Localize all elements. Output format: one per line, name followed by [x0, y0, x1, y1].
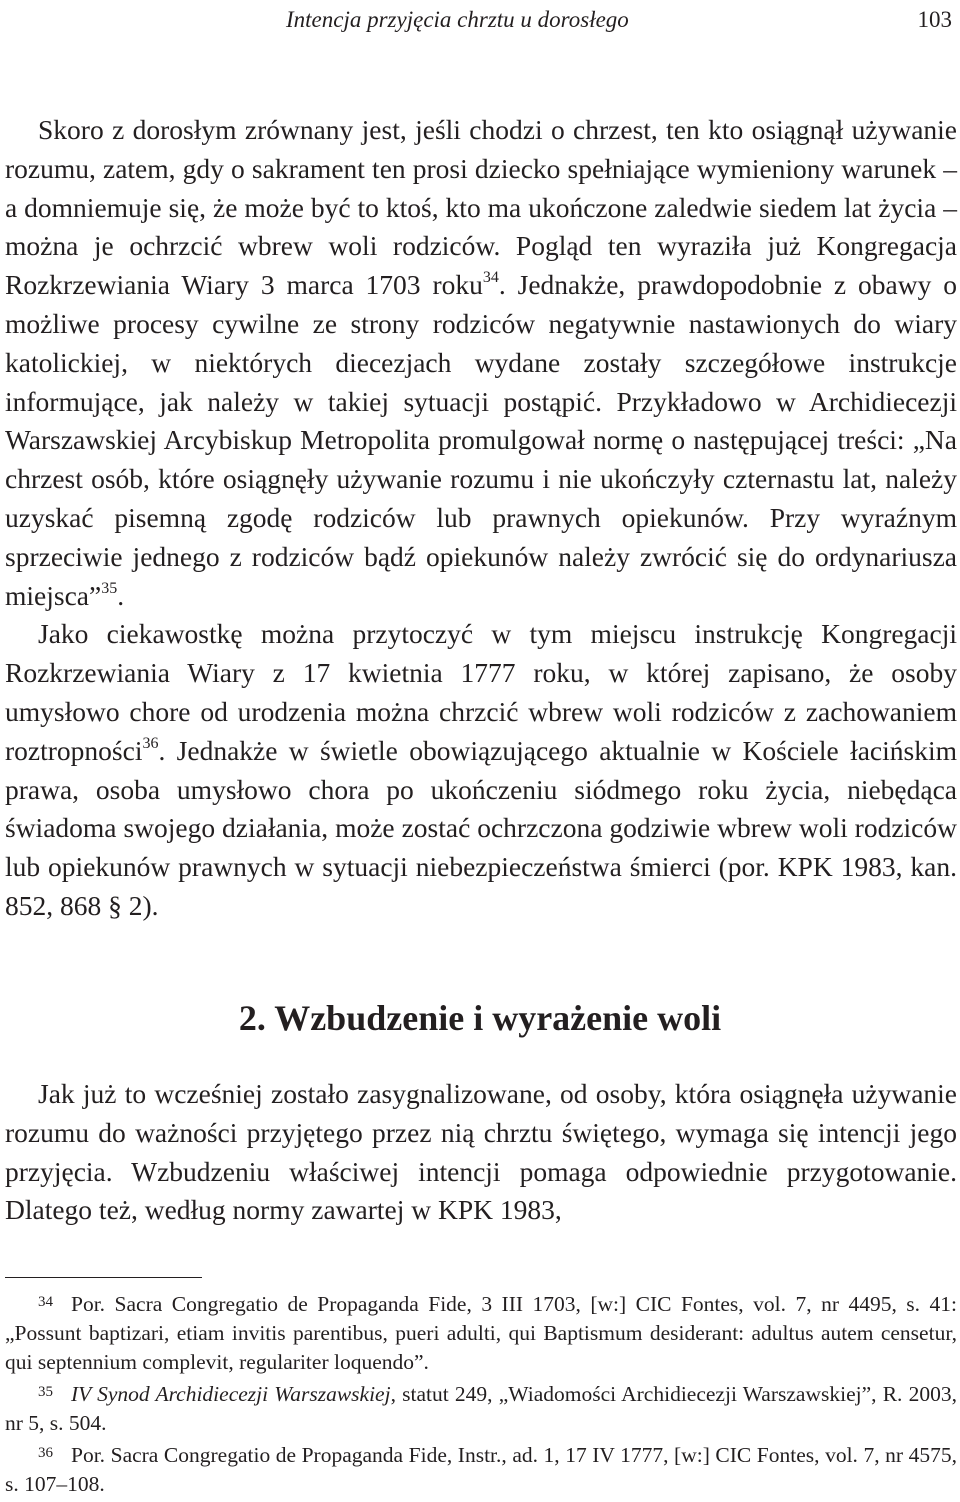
- footnote-text: Por. Sacra Congregatio de Propaganda Fide, Instr., ad. 1, 17 IV 1777, [w:] CIC Fontes, vol. 7, nr 4575, s. 107–108.: [5, 1443, 957, 1496]
- running-header: [0, 2, 960, 38]
- paragraph-text: . Jednakże, prawdopodobnie z obawy o możliwe procesy cywilne ze strony rodziców negatywnie nastawionych do wiary katolickiej, w niektórych diecezjach wydane zostały szczegółowe instrukcje informujące, jak należy w takiej sytuacji postąpić. Przykładowo w Archidiecezji Warszawskiej Arcybiskup Metropolita promulgował normę o następującej treści: „Na chrzest osób, które osiągnęły używanie rozumu i nie ukończyły czternastu lat, należy uzyskać pisemną zgodę rodziców lub prawnych opiekunów. Przy wyraźnym sprzeciwie jednego z rodziców bądź opiekunów należy zwrócić się do ordynariusza miejsca”: [5, 269, 957, 611]
- section-heading: 2. Wzbudzenie i wyrażenie woli: [238, 998, 722, 1038]
- section-1-text: [5, 111, 957, 926]
- page-number: 103: [917, 7, 952, 32]
- footnote-34: 34 Por. Sacra Congregatio de Propaganda Fide, 3 III 1703, [w:] CIC Fontes, vol. 7, nr 4495, s. 41: „Possunt baptizari, etiam invitis parentibus, pueri adulti, qui Baptismum desiderant: adultus autem censetur, qui septennium complevit, regulariter loquendo”.: [5, 1292, 957, 1374]
- paragraph-text: .: [117, 579, 125, 611]
- footnote-title: IV Synod Archidiecezji Warszawskiej: [71, 1382, 391, 1406]
- footnote-35: 35 IV Synod Archidiecezji Warszawskiej, statut 249, „Wiadomości Archidiecezji Warszawskiej”, R. 2003, nr 5, s. 504.: [5, 1382, 958, 1435]
- paragraph-text: Skoro z dorosłym zrównany jest, jeśli chodzi o chrzest, ten kto osiągnął używanie rozumu, zatem, gdy o sakrament ten prosi dziecko spełniające wymieniony warunek – a domniemuje się, że może być to ktoś, kto ma ukończone zaledwie siedem lat życia – można je ochrzcić wbrew woli rodziców. Pogląd ten wyraziła już Kongregacja Rozkrzewiania Wiary 3 marca 1703 roku: [5, 114, 957, 301]
- footnote-text: , statut 249, „Wiadomości Archidiecezji Warszawskiej”, R. 2003, nr 5, s. 504.: [5, 1382, 958, 1435]
- running-title: Intencja przyjęcia chrztu u dorosłego: [286, 7, 629, 32]
- footnote-text: Por. Sacra Congregatio de Propaganda Fide, 3 III 1703, [w:] CIC Fontes, vol. 7, nr 4495, s. 41: „Possunt baptizari, etiam invitis parentibus, pueri adulti, qui Baptismum desiderant: adultus autem censetur, qui septennium complevit, regulariter loquendo”.: [5, 1292, 957, 1374]
- paragraph: [5, 111, 957, 615]
- section-2-text: [5, 1075, 957, 1230]
- paragraph: Jak już to wcześniej zostało zasygnalizowane, od osoby, która osiągnęła używanie rozumu do ważności przyjętego przez nią chrztu świętego, wymaga się intencji jego przyjęcia. Wzbudzeniu właściwej intencji pomaga odpowiednie przygotowanie. Dlatego też, według normy zawartej w KPK 1983,: [5, 1078, 957, 1226]
- footnotes: [5, 1290, 957, 1502]
- footnote-ref-36[interactable]: 36: [142, 734, 159, 752]
- paragraph-text: . Jednakże w świetle obowiązującego aktualnie w Kościele łacińskim prawa, osoba umysłowo chora po ukończeniu siódmego roku życia, niebędąca świadoma swojego działania, może zostać ochrzczona godziwie wbrew woli rodziców lub opiekunów prawnych w sytuacji niebezpieczeństwa śmierci (por. KPK 1983, kan. 852, 868 § 2).: [5, 734, 957, 921]
- footnote-ref-34[interactable]: 34: [482, 269, 499, 287]
- footnote-separator: [5, 1277, 202, 1278]
- footnote-ref-35[interactable]: 35: [101, 579, 118, 597]
- paragraph: [5, 615, 957, 925]
- paragraph-text: Jako ciekawostkę można przytoczyć w tym miejscu instrukcję Kongregacji Rozkrzewiania Wiary z 17 kwietnia 1777 roku, w której zapisano, że osoby umysłowo chore od urodzenia można chrzcić wbrew woli rodziców z zachowaniem roztropności: [5, 618, 957, 766]
- footnote-36: 36 Por. Sacra Congregatio de Propaganda Fide, Instr., ad. 1, 17 IV 1777, [w:] CIC Fontes, vol. 7, nr 4575, s. 107–108.: [5, 1443, 957, 1496]
